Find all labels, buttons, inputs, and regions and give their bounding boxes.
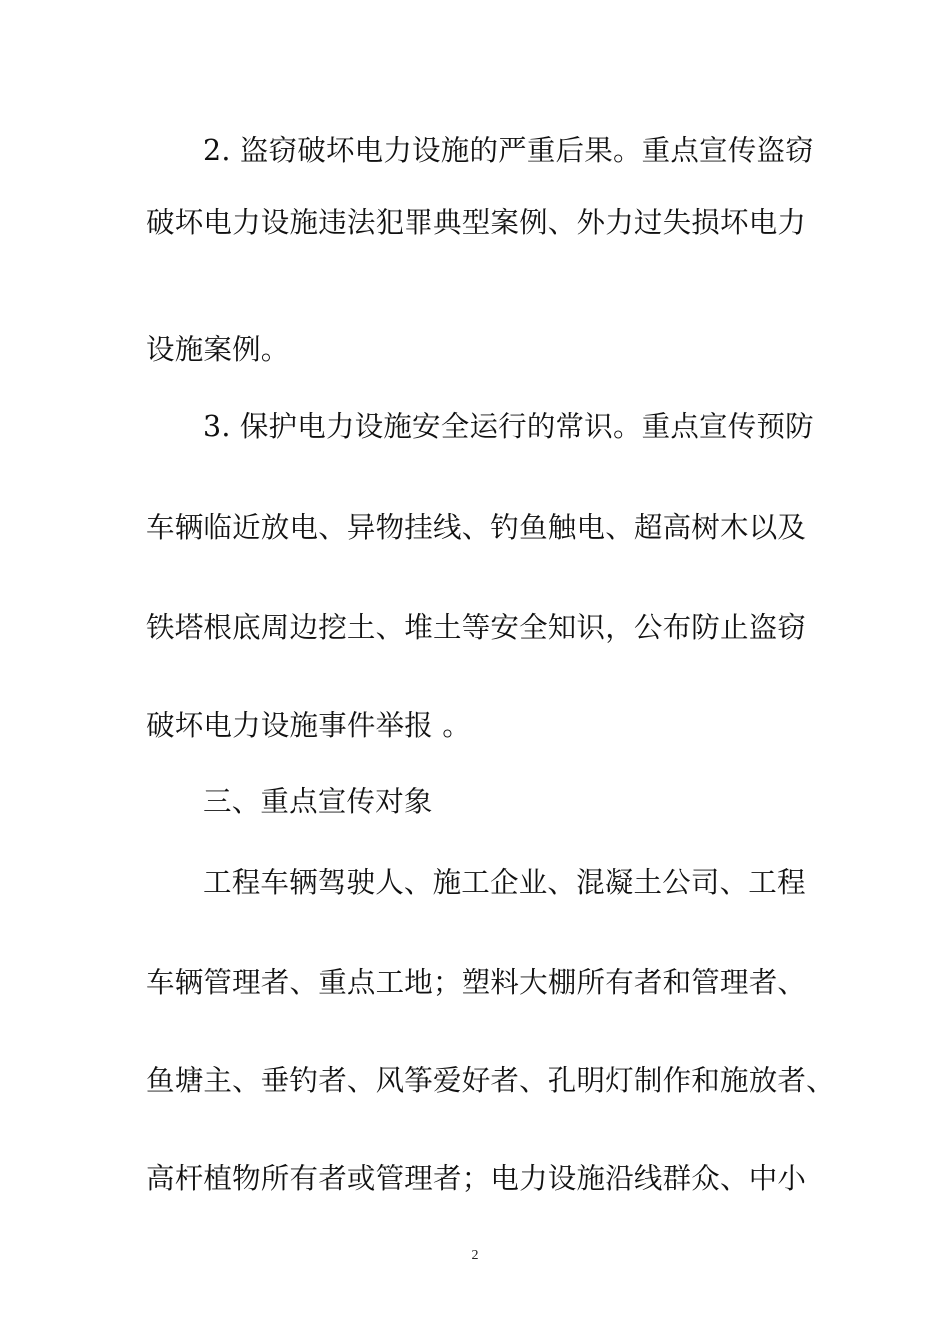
paragraph-line: 3. 保护电力设施安全运行的常识。重点宣传预防 — [203, 410, 814, 443]
paragraph-line: 破坏电力设施事件举报 。 — [146, 709, 471, 742]
section-heading: 三、重点宣传对象 — [203, 785, 433, 818]
paragraph-line: 鱼塘主、垂钓者、风筝爱好者、孔明灯制作和施放者、 — [146, 1064, 835, 1097]
paragraph-line: 铁塔根底周边挖土、堆土等安全知识，公布防止盗窃 — [146, 611, 807, 644]
page-number: 2 — [471, 1248, 479, 1263]
paragraph-line: 破坏电力设施违法犯罪典型案例、外力过失损坏电力 — [146, 206, 807, 239]
paragraph-line: 车辆管理者、重点工地；塑料大棚所有者和管理者、 — [146, 966, 807, 999]
paragraph-line: 车辆临近放电、异物挂线、钓鱼触电、超高树木以及 — [146, 511, 807, 544]
paragraph-line: 高杆植物所有者或管理者；电力设施沿线群众、中小 — [146, 1162, 807, 1195]
paragraph-line: 2. 盗窃破坏电力设施的严重后果。重点宣传盗窃 — [203, 134, 814, 167]
paragraph-line: 设施案例。 — [146, 333, 290, 366]
paragraph-line: 工程车辆驾驶人、施工企业、混凝土公司、工程 — [203, 866, 806, 899]
